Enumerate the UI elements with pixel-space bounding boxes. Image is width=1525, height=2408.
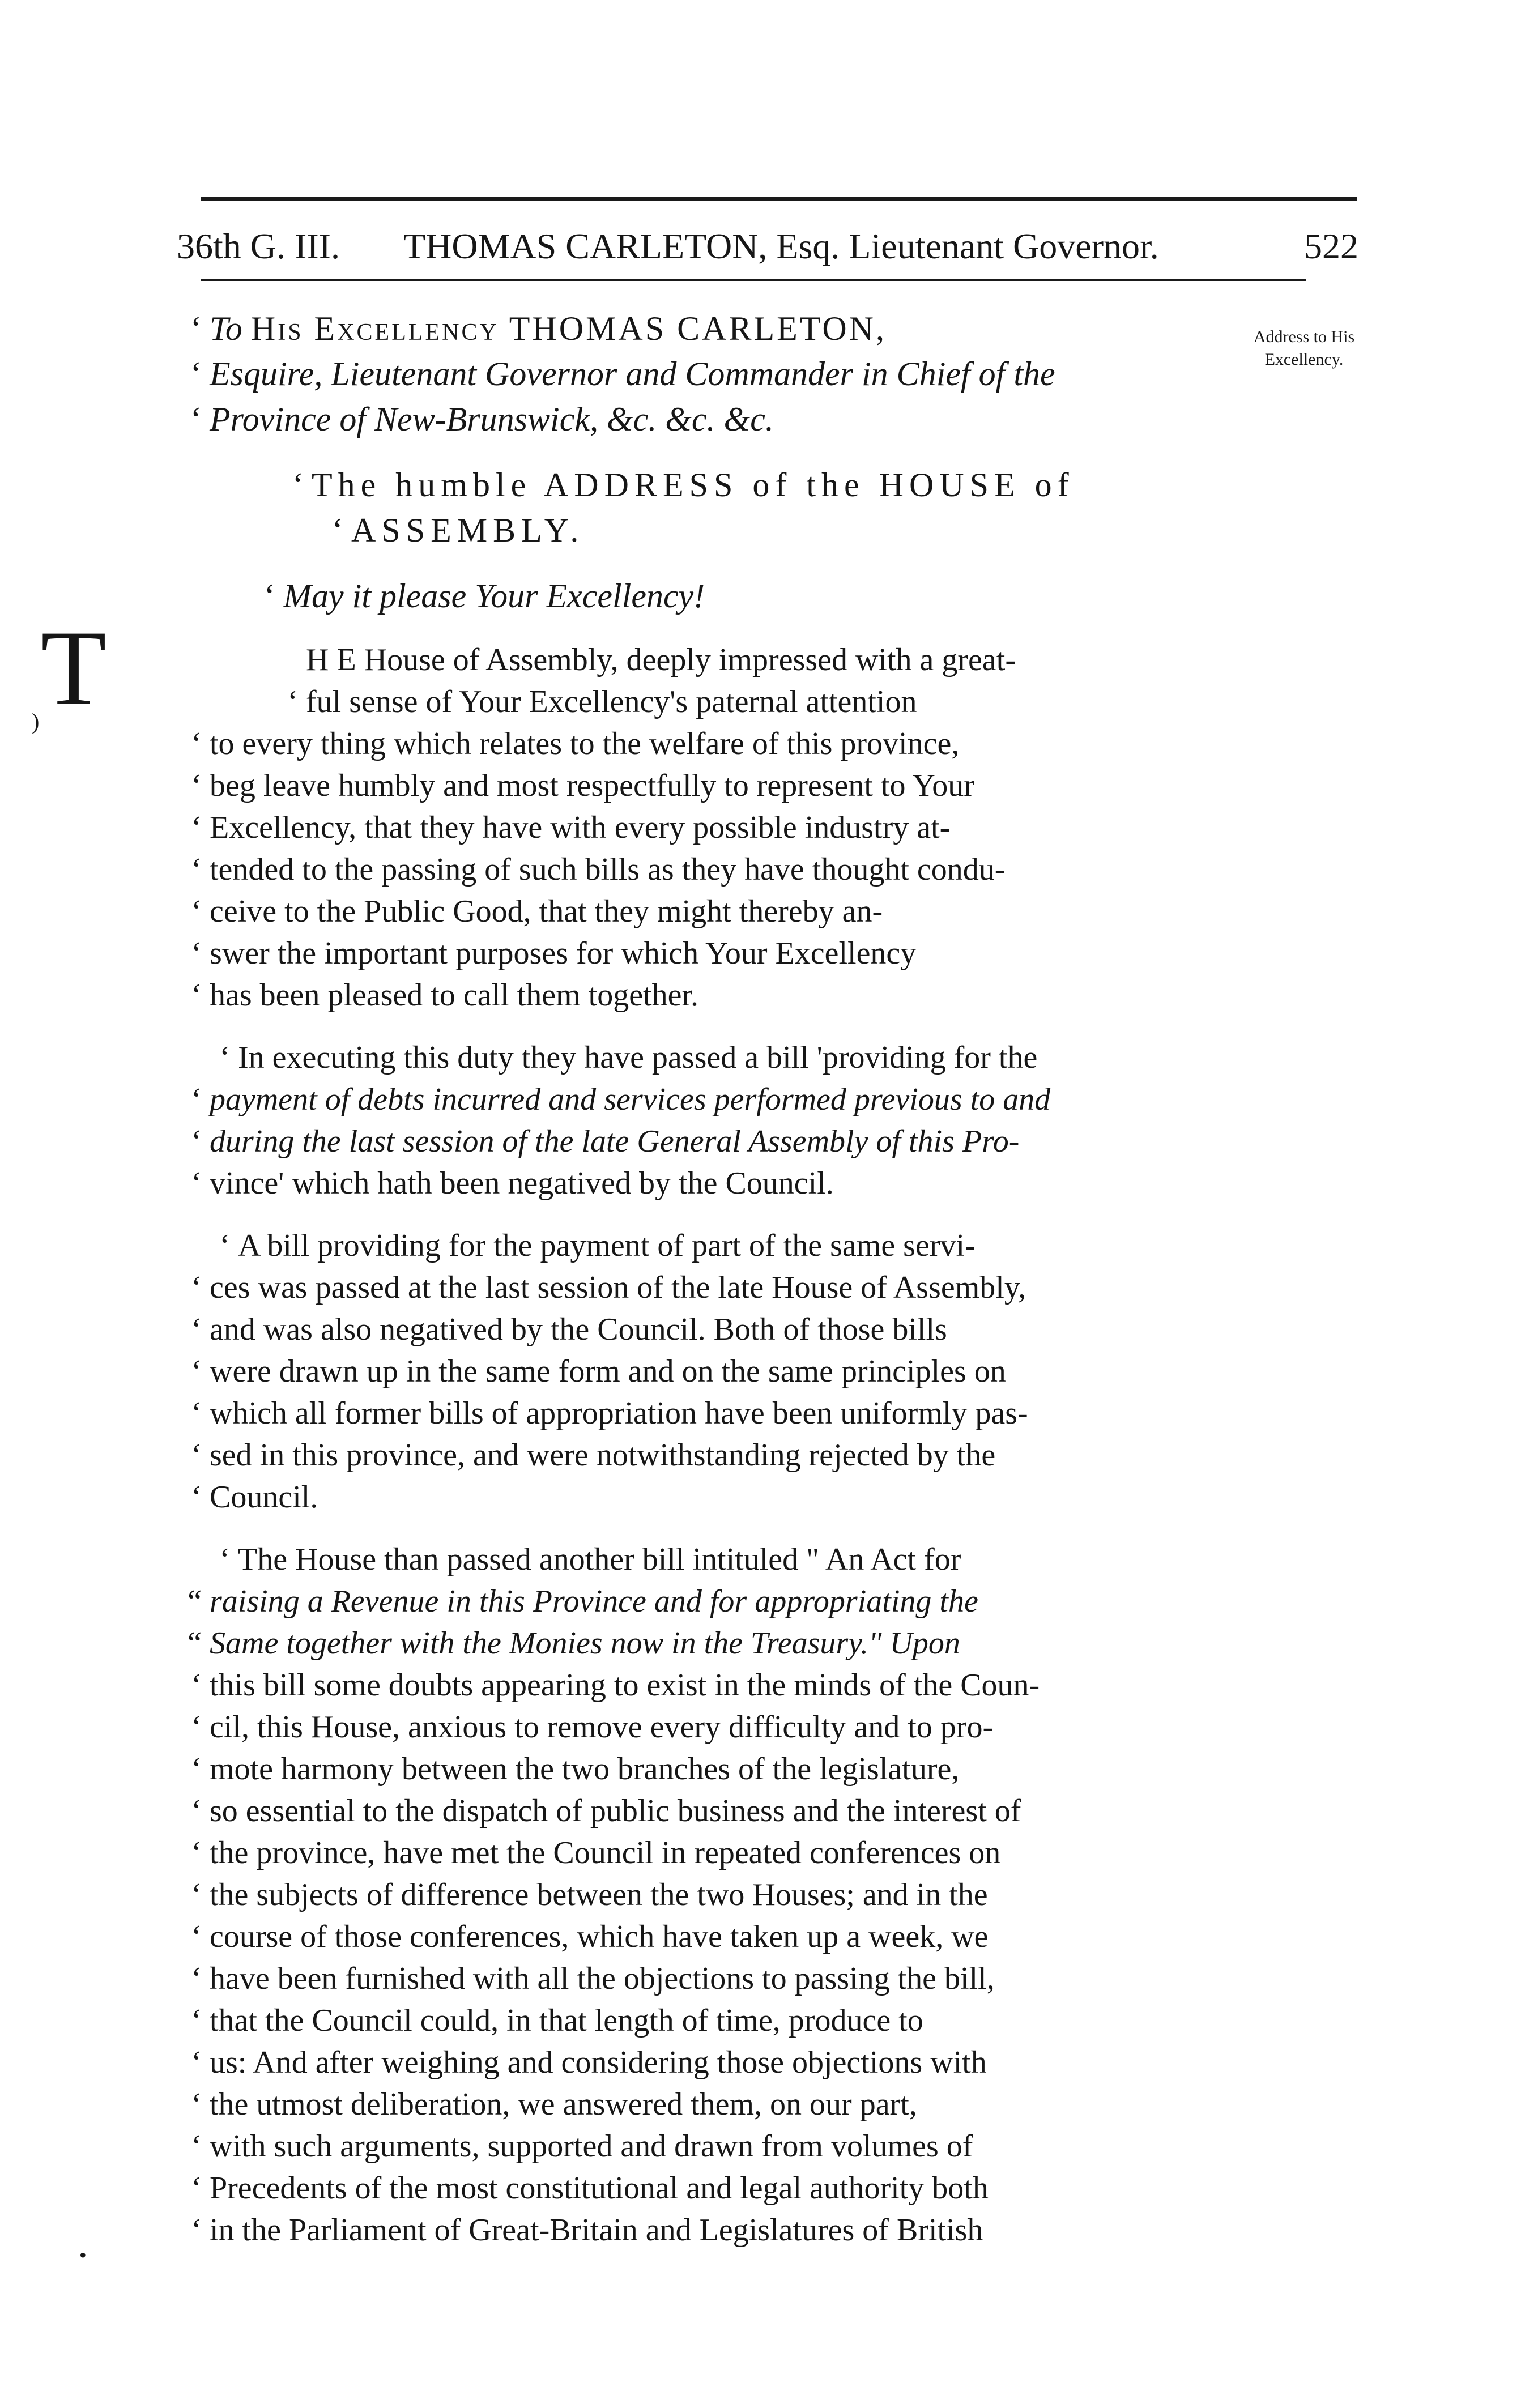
text-line: the subjects of difference between the two Houses; and in the [210,1877,988,1912]
text-line: In executing this duty they have passed a bill 'providing for the [238,1040,1038,1075]
paragraph: ‘ The House than passed another bill intituled " An Act for “ raising a Revenue in this Province and for appropriating the “ Same together with the Monies now in the Treasury." Upon ‘ this bill some doubts appearing to exist in the minds of the Coun- ‘ cil, this House, anxious to remove every difficulty and to pro- ‘ mote harmony between the two branches of the legislature, ‘ so essential to the dispatch of public business and the interest of ‘ the province, have met the Council in repeated conferences on ‘ the subjects of difference between the two Houses; and in the ‘ course of those conferences, which have taken up a week, we ‘ have been furnished with all the objections to passing the bill, ‘ that the Council could, in that length of time, produce to ‘ us: And after weighing and considering those objections with ‘ the utmost deliberation, we answered them, on our part, ‘ with such arguments, supported and drawn from volumes of ‘ Precedents of the most constitutional and legal authority both ‘ in the Parliament of Great-Britain and Legislatures of British [188,1542,1040,2248]
margin-note-line: Excellency. [1264,350,1344,369]
margin-note-line: Address to His [1253,327,1355,346]
drop-cap: T [41,609,107,728]
page-number: 522 [1304,226,1358,266]
text-line: have been furnished with all the objections to passing the bill, [210,1961,995,1996]
text-line: Same together with the Monies now in the Treasury." Upon [210,1626,960,1661]
text-line: ful sense of Your Excellency's paternal attention [306,684,917,719]
text-line: the province, have met the Council in repeated conferences on [210,1835,1001,1870]
text-line: Excellency, that they have with every possible industry at- [210,810,951,845]
address-heading-line: ‘ To His Excellency THOMAS CARLETON, [190,310,887,347]
paragraph: ‘ In executing this duty they have passed a bill 'providing for the ‘ payment of debts incurred and services performed previous to and ‘ during the last session of the late General Assembly of this Pro- ‘ vince' which hath been negatived by the Council. [191,1040,1051,1201]
text-line: vince' which hath been negatived by the Council. [210,1166,834,1201]
text-line: A bill providing for the payment of part of the same servi- [238,1228,976,1263]
text-line: swer the important purposes for which Your Excellency [210,936,917,971]
body-text [170,306,1195,2251]
heading-prefix: To [210,310,242,347]
text-line: were drawn up in the same form and on the same principles on [210,1354,1006,1389]
text-line: sed in this province, and were notwithstanding rejected by the [210,1438,996,1473]
paragraph-continued: ‘ to every thing which relates to the welfare of this province, ‘ beg leave humbly and most respectfully to represent to Your ‘ Excellency, that they have with every possible industry at- ‘ tended to the passing of such bills as they have thought condu- ‘ ceive to the Public Good, that they might thereby an- ‘ swer the important purposes for which Your Excellency ‘ has been pleased to call them together. [191,726,1006,1013]
text-line: this bill some doubts appearing to exist in the minds of the Coun- [210,1668,1040,1703]
address-heading-line: ‘ Esquire, Lieutenant Governor and Commander in Chief of the [190,355,1055,393]
heading-addressee: His Excellency THOMAS CARLETON, [250,310,887,347]
text-line: The House than passed another bill intituled " An Act for [238,1542,961,1577]
text-line: so essential to the dispatch of public business and the interest of [210,1793,1021,1829]
address-heading-line: ‘ Province of New-Brunswick, &c. &c. &c. [190,400,774,438]
text-line: that the Council could, in that length of time, produce to [210,2003,923,2038]
text-line: to every thing which relates to the welfare of this province, [210,726,960,761]
text-line: beg leave humbly and most respectfully to represent to Your [210,768,974,803]
stray-mark: • [79,2244,87,2266]
salutation: ‘ May it please Your Excellency! [264,577,705,615]
text-line: cil, this House, anxious to remove every difficulty and to pro- [210,1710,994,1745]
text-line: tended to the passing of such bills as they have thought condu- [210,852,1006,887]
text-line: with such arguments, supported and drawn from volumes of [210,2129,973,2164]
text-line: ceive to the Public Good, that they might thereby an- [210,894,883,929]
running-header [177,218,1358,275]
paragraph: H E House of Assembly, deeply impressed with a great- ‘ ful sense of Your Excellency's paternal attention [287,642,1016,719]
text-line: and was also negatived by the Council. Both of those bills [210,1312,947,1347]
text-line: Precedents of the most constitutional and legal authority both [210,2171,989,2206]
text-line: mote harmony between the two branches of the legislature, [210,1751,960,1787]
text-line: in the Parliament of Great-Britain and Legislatures of British [210,2213,983,2248]
reign-label: 36th G. III. [177,226,340,266]
text-line: Council. [210,1480,318,1515]
header-title: THOMAS CARLETON, Esq. Lieutenant Governor. [403,226,1159,266]
text-line: H E House of Assembly, deeply impressed with a great- [306,642,1016,677]
text-line: raising a Revenue in this Province and for appropriating the [210,1584,978,1619]
text-line: ces was passed at the last session of the late House of Assembly, [210,1270,1026,1305]
text-line: during the last session of the late General Assembly of this Pro- [210,1124,1020,1159]
text-line: payment of debts incurred and services performed previous to and [210,1082,1051,1117]
subtitle-line: ‘ ASSEMBLY. [332,512,585,549]
margin-note [1219,326,1389,371]
subtitle-line: ‘ The humble ADDRESS of the HOUSE of [292,466,1075,504]
paragraph: ‘ A bill providing for the payment of part of the same servi- ‘ ces was passed at the last session of the late House of Assembly, ‘ and was also negatived by the Council. Both of those bills ‘ were drawn up in the same form and on the same principles on ‘ which all former bills of appropriation have been uniformly pas- ‘ sed in this province, and were notwithstanding rejected by the ‘ Council. [191,1228,1028,1515]
stray-mark: ) [32,709,40,734]
text-line: has been pleased to call them together. [210,978,699,1013]
text-line: course of those conferences, which have taken up a week, we [210,1919,989,1954]
text-line: which all former bills of appropriation have been uniformly pas- [210,1396,1028,1431]
text-line: us: And after weighing and considering those objections with [210,2045,987,2080]
top-rule [201,197,1357,201]
header-rule [201,279,1306,281]
text-line: the utmost deliberation, we answered them, on our part, [210,2087,917,2122]
address-heading [170,306,1195,619]
